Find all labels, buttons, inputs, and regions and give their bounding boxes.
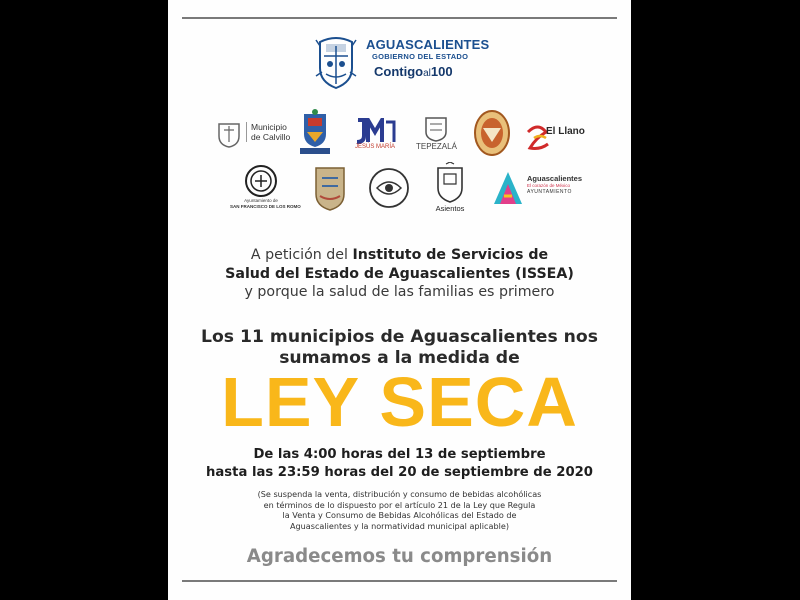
san-jose-de-gracia-logo xyxy=(310,164,350,214)
san-jose-de-gracia-emblem-icon xyxy=(310,164,350,214)
tepezala-label: TEPEZALÁ xyxy=(416,142,457,151)
cosio-coat-of-arms-icon xyxy=(298,108,332,156)
calvillo-logo xyxy=(216,120,290,148)
bottom-divider xyxy=(182,580,617,582)
slogan-al: al xyxy=(423,68,431,79)
legal-line-4: Aguascalientes y la normatividad municipal aplicable) xyxy=(289,520,509,531)
aguascalientes-a-mark-icon xyxy=(492,170,524,206)
calvillo-label-2: de Calvillo xyxy=(251,132,291,142)
cosio-logo xyxy=(298,108,332,156)
calvillo-shield-icon xyxy=(216,120,242,148)
pabellon-logo xyxy=(473,108,511,156)
top-divider xyxy=(182,17,617,19)
asientos-logo xyxy=(430,162,470,213)
legal-note xyxy=(168,489,631,531)
slogan-number: 100 xyxy=(430,64,453,79)
aguascalientes-label-2: El corazón de México xyxy=(527,183,571,188)
legal-line-2: en términos de lo dispuesto por el artículo 21 de la Ley que Regula xyxy=(263,499,536,510)
state-subtitle: GOBIERNO DEL ESTADO xyxy=(372,52,469,61)
tepezala-emblem-icon xyxy=(416,112,456,142)
state-government-header xyxy=(314,30,494,92)
aguascalientes-municipality-logo xyxy=(492,170,582,206)
schedule-line-2: hasta las 23:59 horas del 20 de septiembre de 2020 xyxy=(206,464,593,480)
closing-message: Agradecemos tu comprensión xyxy=(246,546,553,567)
poster-page xyxy=(168,0,631,600)
jm-monogram-icon xyxy=(354,118,396,144)
rincon-romos-logo xyxy=(368,166,410,210)
state-coat-of-arms xyxy=(314,32,358,90)
announcement-line-1: Los 11 municipios de Aguascalientes nos xyxy=(201,327,598,347)
asientos-emblem-icon xyxy=(430,162,470,204)
tepezala-logo xyxy=(416,112,456,151)
headline-ley-seca: LEY SECA xyxy=(221,363,578,441)
intro-line-1 xyxy=(168,246,631,265)
intro-paragraph xyxy=(168,246,631,302)
government-slogan xyxy=(366,64,489,82)
intro-line-3: y porque la salud de las familias es primero xyxy=(244,284,555,300)
rincon-romos-seal-icon xyxy=(368,166,410,210)
intro-line-1-prefix: A petición del xyxy=(250,247,353,263)
pabellon-emblem-icon xyxy=(473,108,511,156)
san-francisco-logo xyxy=(230,164,301,210)
intro-line-2 xyxy=(168,265,631,284)
schedule xyxy=(168,446,631,481)
el-llano-logo xyxy=(526,122,585,152)
aguascalientes-label-3: AYUNTAMIENTO xyxy=(527,189,572,195)
schedule-line-1: De las 4:00 horas del 13 de septiembre xyxy=(253,447,546,462)
asientos-label: Asientos xyxy=(435,204,465,213)
san-francisco-label-1: Ayuntamiento de xyxy=(244,198,278,203)
calvillo-label-1: Municipio xyxy=(251,122,287,132)
slogan-word: Contigo xyxy=(374,64,424,79)
intro-line-1-bold: Instituto de Servicios de xyxy=(352,247,549,263)
el-llano-label: El Llano xyxy=(546,126,585,137)
san-francisco-seal-icon xyxy=(230,164,292,198)
state-name: AGUASCALIENTES xyxy=(366,37,490,52)
jesus-maria-label: JESÚS MARÍA xyxy=(354,144,395,150)
san-francisco-label-2: SAN FRANCISCO DE LOS ROMO xyxy=(230,204,301,209)
intro-line-2-bold: Salud del Estado de Aguascalientes (ISSEA) xyxy=(225,265,574,282)
legal-line-3: la Venta y Consumo de Bebidas Alcohólicas del Estado de xyxy=(282,510,517,520)
aguascalientes-label-1: Aguascalientes xyxy=(527,174,583,183)
announcement-line-2: sumamos a la medida de xyxy=(279,348,520,368)
legal-line-1: (Se suspenda la venta, distribución y consumo de bebidas alcohólicas xyxy=(257,489,542,499)
jesus-maria-logo xyxy=(354,118,396,150)
